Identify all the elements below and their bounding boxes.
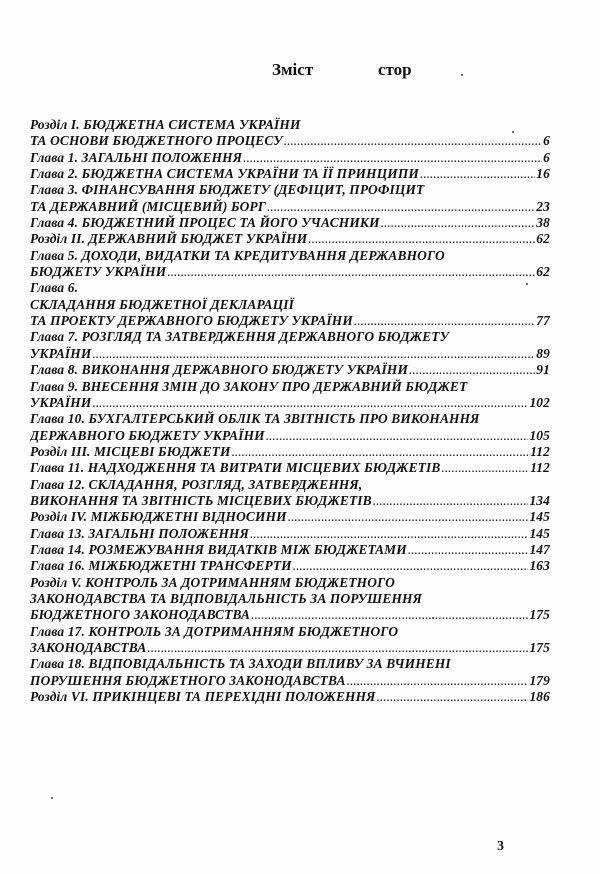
toc-entry	[30, 526, 550, 542]
toc-entry-line	[30, 248, 550, 264]
dot-leader	[381, 215, 536, 231]
toc-entry-text: Глава 2. БЮДЖЕТНА СИСТЕМА УКРАЇНИ ТА ЇЇ ПРИНЦИПИ	[30, 166, 419, 182]
dot-leader	[167, 264, 535, 280]
dot-leader	[308, 231, 535, 247]
toc-entry-page: 62	[536, 264, 550, 280]
toc-entry-line	[30, 656, 550, 672]
dot-leader	[243, 150, 542, 166]
toc-entry-line	[30, 460, 550, 476]
toc-entry-text: БЮДЖЕТНОГО ЗАКОНОДАВСТВА	[30, 607, 251, 623]
toc-entry	[30, 248, 550, 281]
toc-heading	[0, 60, 600, 84]
toc-entry-line	[30, 182, 550, 198]
toc-entry-page: 163	[529, 558, 550, 574]
dot-leader	[266, 428, 529, 444]
toc-entry-line	[30, 673, 550, 689]
toc-entry-text: Глава 3. ФІНАНСУВАННЯ БЮДЖЕТУ (ДЕФІЦИТ, ПРОФІЦИТ	[30, 182, 425, 198]
toc-entry-page: 102	[529, 394, 550, 410]
toc-entry-text: Глава 6.	[30, 280, 79, 296]
dot-leader	[441, 460, 529, 476]
toc-entry-line	[30, 117, 550, 133]
toc-entry-line	[30, 280, 550, 296]
toc-entry	[30, 477, 550, 510]
toc-entry-text: Глава 12. СКЛАДАННЯ, РОЗГЛЯД, ЗАТВЕРДЖЕННЯ,	[30, 476, 363, 492]
toc-entry	[30, 329, 550, 362]
toc-entry-text: Розділ V. КОНТРОЛЬ ЗА ДОТРИМАННЯМ БЮДЖЕТНОГО	[30, 574, 395, 590]
toc-entry	[30, 460, 550, 476]
toc-entry	[30, 362, 550, 378]
toc-entry-line	[30, 346, 550, 362]
toc-entry	[30, 542, 550, 558]
dot-leader	[250, 526, 529, 542]
toc-entry-page: 175	[529, 640, 550, 655]
toc-entry-text: Глава 4. БЮДЖЕТНИЙ ПРОЦЕС ТА ЙОГО УЧАСНИКИ	[30, 215, 380, 231]
toc-entry-line	[30, 395, 550, 411]
toc-entry-text: Глава 13. ЗАГАЛЬНІ ПОЛОЖЕННЯ	[30, 525, 249, 541]
toc-entry-text: Розділ ІІ. ДЕРЖАВНИЙ БЮДЖЕТ УКРАЇНИ	[30, 231, 308, 247]
dot-leader	[92, 395, 528, 411]
scan-speck	[432, 617, 434, 619]
toc-entry-line	[30, 444, 550, 460]
toc-entry	[30, 117, 550, 150]
toc-entry-page: 16	[536, 166, 550, 182]
toc-entry-page: 6	[543, 133, 550, 149]
toc-entry	[30, 509, 550, 525]
toc-entry-text: ВИКОНАННЯ ТА ЗВІТНІСТЬ МІСЦЕВИХ БЮДЖЕТІВ	[30, 492, 372, 508]
toc-entry-text: Глава 5. ДОХОДИ, ВИДАТКИ ТА КРЕДИТУВАННЯ ДЕРЖАВНОГО	[30, 247, 445, 263]
toc-entry-page: 145	[529, 509, 550, 525]
toc-entry-line	[30, 199, 550, 215]
toc-entry-line	[30, 411, 550, 427]
toc-entry-line	[30, 640, 550, 656]
toc-entry-line	[30, 231, 550, 247]
dot-leader	[267, 199, 535, 215]
toc-entry-text: Глава 8. ВИКОНАННЯ ДЕРЖАВНОГО БЮДЖЕТУ УКРАЇНИ	[30, 362, 409, 378]
toc-entry-line	[30, 150, 550, 166]
toc-entry-text: Розділ VI. ПРИКІНЦЕВІ ТА ПЕРЕХІДНІ ПОЛОЖЕННЯ	[30, 689, 376, 705]
toc-entry-page: 38	[536, 215, 550, 231]
toc-entry-text: ТА ДЕРЖАВНИЙ (МІСЦЕВИЙ) БОРГ	[30, 198, 266, 214]
toc-entry	[30, 689, 550, 705]
toc-entry-line	[30, 575, 550, 591]
toc-entry-text: Глава 14. РОЗМЕЖУВАННЯ ВИДАТКІВ МІЖ БЮДЖЕТАМИ	[30, 541, 407, 557]
toc-entry-text: Глава 11. НАДХОДЖЕННЯ ТА ВИТРАТИ МІСЦЕВИХ БЮДЖЕТІВ	[30, 460, 441, 476]
toc-entry-text: Розділ І. БЮДЖЕТНА СИСТЕМА УКРАЇНИ	[30, 117, 301, 132]
toc-entry-text: УКРАЇНИ	[30, 394, 92, 410]
toc-entry-line	[30, 689, 550, 705]
toc-entry-text: Розділ ІІІ. МІСЦЕВІ БЮДЖЕТИ	[30, 443, 231, 459]
toc-entry-line	[30, 362, 550, 378]
toc-title: Зміст	[272, 60, 314, 79]
toc-entry-page: 147	[529, 541, 550, 557]
toc-entry-text: Розділ IV. МІЖБЮДЖЕТНІ ВІДНОСИНИ	[30, 509, 287, 525]
toc-entry-text: ПОРУШЕННЯ БЮДЖЕТНОГО ЗАКОНОДАВСТВА	[30, 672, 346, 688]
toc-entry	[30, 280, 550, 329]
dot-leader	[377, 689, 529, 705]
toc-entry-page: 6	[543, 149, 550, 165]
toc-entry-text: УКРАЇНИ	[30, 345, 92, 361]
dot-leader	[251, 607, 528, 623]
toc-entry	[30, 182, 550, 215]
toc-entry-text: БЮДЖЕТУ УКРАЇНИ	[30, 264, 167, 280]
dot-leader	[420, 166, 535, 182]
toc-entry-page: 186	[529, 689, 550, 705]
toc-entry	[30, 558, 550, 574]
dot-leader	[354, 313, 535, 329]
toc-entry-line	[30, 526, 550, 542]
toc-entry-line	[30, 166, 550, 182]
toc-entry	[30, 575, 550, 624]
scan-speck	[512, 131, 514, 133]
toc-entry-text: ЗАКОНОДАВСТВА ТА ВІДПОВІДАЛЬНІСТЬ ЗА ПОРУШЕННЯ	[30, 590, 422, 606]
toc-entry-text: Глава 17. КОНТРОЛЬ ЗА ДОТРИМАННЯМ БЮДЖЕТНОГО	[30, 623, 399, 639]
toc-entry-line	[30, 297, 550, 313]
scan-speck	[461, 74, 463, 76]
scan-speck	[526, 283, 528, 285]
toc-entry-line	[30, 215, 550, 231]
dot-leader	[409, 362, 535, 378]
toc-entry-text: ТА ОСНОВИ БЮДЖЕТНОГО ПРОЦЕСУ	[30, 133, 283, 149]
toc-entry	[30, 150, 550, 166]
dot-leader	[347, 673, 529, 689]
table-of-contents	[30, 117, 550, 705]
toc-entry	[30, 444, 550, 460]
toc-entry-line	[30, 493, 550, 509]
toc-entry-line	[30, 329, 550, 345]
toc-entry-line	[30, 607, 550, 623]
toc-entry-text: ЗАКОНОДАВСТВА	[30, 640, 147, 655]
toc-entry-page: 89	[536, 345, 550, 361]
toc-entry	[30, 624, 550, 657]
toc-entry-text: Глава 1. ЗАГАЛЬНІ ПОЛОЖЕННЯ	[30, 149, 243, 165]
toc-entry-line	[30, 313, 550, 329]
toc-entry-line	[30, 591, 550, 607]
toc-entry-text: Глава 9. ВНЕСЕННЯ ЗМІН ДО ЗАКОНУ ПРО ДЕРЖАВНИЙ БЮДЖЕТ	[30, 378, 468, 394]
toc-entry-page: 112	[530, 460, 550, 476]
toc-entry-line	[30, 509, 550, 525]
page-number: 3	[497, 839, 504, 854]
toc-entry	[30, 656, 550, 689]
toc-entry-page: 105	[529, 427, 550, 443]
toc-entry-line	[30, 558, 550, 574]
dot-leader	[92, 346, 535, 362]
toc-entry-page: 77	[536, 313, 550, 329]
toc-entry-page: 62	[536, 231, 550, 247]
toc-entry-line	[30, 542, 550, 558]
toc-entry-text: ДЕРЖАВНОГО БЮДЖЕТУ УКРАЇНИ	[30, 427, 265, 443]
toc-entry-line	[30, 264, 550, 280]
dot-leader	[373, 493, 529, 509]
toc-entry-line	[30, 477, 550, 493]
dot-leader	[147, 640, 528, 656]
toc-entry-page: 134	[529, 492, 550, 508]
page-column-label: стор	[378, 60, 412, 79]
toc-entry-text: Глава 16. МІЖБЮДЖЕТНІ ТРАНСФЕРТИ	[30, 558, 292, 574]
toc-entry-line	[30, 428, 550, 444]
toc-entry-text: Глава 18. ВІДПОВІДАЛЬНІСТЬ ТА ЗАХОДИ ВПЛИВУ ЗА ВЧИНЕНІ	[30, 656, 451, 672]
toc-entry	[30, 231, 550, 247]
toc-entry-line	[30, 133, 550, 149]
scan-speck	[51, 797, 53, 799]
toc-entry	[30, 379, 550, 412]
toc-entry-page: 179	[529, 672, 550, 688]
toc-entry	[30, 411, 550, 444]
toc-entry-page: 23	[536, 198, 550, 214]
toc-entry-page: 175	[529, 607, 550, 623]
toc-entry	[30, 215, 550, 231]
dot-leader	[232, 444, 530, 460]
toc-entry-text: ТА ПРОЕКТУ ДЕРЖАВНОГО БЮДЖЕТУ УКРАЇНИ	[30, 313, 353, 329]
dot-leader	[284, 133, 542, 149]
toc-entry-text: СКЛАДАННЯ БЮДЖЕТНОЇ ДЕКЛАРАЦІЇ	[30, 296, 295, 312]
dot-leader	[408, 542, 529, 558]
toc-entry-page: 112	[530, 443, 550, 459]
toc-entry	[30, 166, 550, 182]
dot-leader	[293, 558, 529, 574]
toc-entry-text: Глава 10. БУХГАЛТЕРСЬКИЙ ОБЛІК ТА ЗВІТНІСТЬ ПРО ВИКОНАННЯ	[30, 411, 480, 427]
toc-entry-page: 91	[536, 362, 550, 378]
toc-entry-text: Глава 7. РОЗГЛЯД ТА ЗАТВЕРДЖЕННЯ ДЕРЖАВНОГО БЮДЖЕТУ	[30, 329, 450, 345]
dot-leader	[288, 509, 529, 525]
toc-entry-page: 145	[529, 525, 550, 541]
toc-entry-line	[30, 624, 550, 640]
toc-entry-line	[30, 379, 550, 395]
